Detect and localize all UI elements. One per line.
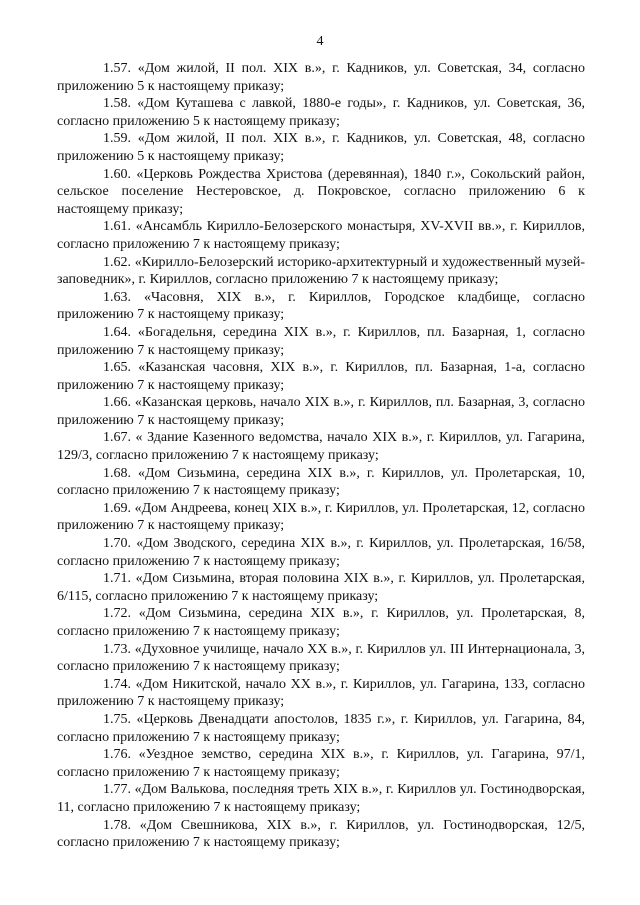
- list-item: 1.77. «Дом Валькова, последняя треть XIX в.», г. Кириллов ул. Гостинодворская, 11, согласно приложению 7 к настоящему приказу;: [57, 782, 585, 815]
- list-item: 1.59. «Дом жилой, II пол. XIX в.», г. Кадников, ул. Советская, 48, согласно приложению 5 к настоящему приказу;: [57, 131, 585, 164]
- list-item: 1.65. «Казанская часовня, XIX в.», г. Кириллов, пл. Базарная, 1-а, согласно приложению 7 к настоящему приказу;: [57, 360, 585, 393]
- list-item: 1.63. «Часовня, XIX в.», г. Кириллов, Городское кладбище, согласно приложению 7 к настоящему приказу;: [57, 289, 585, 323]
- list-item: 1.72. «Дом Сизьмина, середина XIX в.», г. Кириллов, ул. Пролетарская, 8, согласно приложению 7 к настоящему приказу;: [57, 606, 585, 639]
- list-item: 1.69. «Дом Андреева, конец XIX в.», г. Кириллов, ул. Пролетарская, 12, согласно приложению 7 к настоящему приказу;: [57, 500, 585, 534]
- list-item: 1.58. «Дом Куташева с лавкой, 1880-е годы», г. Кадников, ул. Советская, 36, согласно приложению 5 к настоящему приказу;: [57, 96, 585, 129]
- list-item: 1.73. «Духовное училище, начало XX в.», г. Кириллов ул. III Интернационала, 3, согласно приложению 7 к настоящему приказу;: [57, 641, 585, 675]
- list-item: 1.60. «Церковь Рождества Христова (деревянная), 1840 г.», Сокольский район, сельское поселение Нестеровское, д. Покровское, согласно приложению 6 к настоящему приказу;: [57, 166, 585, 217]
- list-item: 1.74. «Дом Никитской, начало XX в.», г. Кириллов, ул. Гагарина, 133, согласно приложению 7 к настоящему приказу;: [57, 676, 585, 710]
- list-item: 1.68. «Дом Сизьмина, середина XIX в.», г. Кириллов, ул. Пролетарская, 10, согласно приложению 7 к настоящему приказу;: [57, 465, 585, 499]
- list-item: 1.70. «Дом Зводского, середина XIX в.», г. Кириллов, ул. Пролетарская, 16/58, согласно приложению 7 к настоящему приказу;: [57, 536, 585, 569]
- list-item: 1.78. «Дом Свешникова, XIX в.», г. Кириллов, ул. Гостинодворская, 12/5, согласно приложению 7 к настоящему приказу;: [57, 817, 585, 851]
- list-item: 1.61. «Ансамбль Кирилло-Белозерского монастыря, XV-XVII вв.», г. Кириллов, согласно приложению 7 к настоящему приказу;: [57, 219, 585, 252]
- list-item: 1.75. «Церковь Двенадцати апостолов, 1835 г.», г. Кириллов, ул. Гагарина, 84, согласно приложению 7 к настоящему приказу;: [57, 711, 585, 745]
- list-item: 1.76. «Уездное земство, середина XIX в.», г. Кириллов, ул. Гагарина, 97/1, согласно приложению 7 к настоящему приказу;: [57, 747, 585, 780]
- page-number: 4: [316, 34, 324, 49]
- list-item: 1.67. « Здание Казенного ведомства, начало XIX в.», г. Кириллов, ул. Гагарина, 129/3, согласно приложению 7 к настоящему приказу;: [57, 430, 585, 464]
- list-item: 1.62. «Кирилло-Белозерский историко-архитектурный и художественный музей-заповедник», г. Кириллов, согласно приложению 7 к настоящему приказу;: [57, 254, 585, 288]
- list-item: 1.71. «Дом Сизьмина, вторая половина XIX в.», г. Кириллов, ул. Пролетарская, 6/115, согласно приложению 7 к настоящему приказу;: [57, 571, 585, 604]
- item-list: [57, 60, 585, 852]
- list-item: 1.57. «Дом жилой, II пол. XIX в.», г. Кадников, ул. Советская, 34, согласно приложению 5 к настоящему приказу;: [57, 61, 585, 94]
- list-item: 1.64. «Богадельня, середина XIX в.», г. Кириллов, пл. Базарная, 1, согласно приложению 7 к настоящему приказу;: [57, 324, 585, 358]
- list-item: 1.66. «Казанская церковь, начало XIX в.», г. Кириллов, пл. Базарная, 3, согласно приложению 7 к настоящему приказу;: [57, 395, 585, 428]
